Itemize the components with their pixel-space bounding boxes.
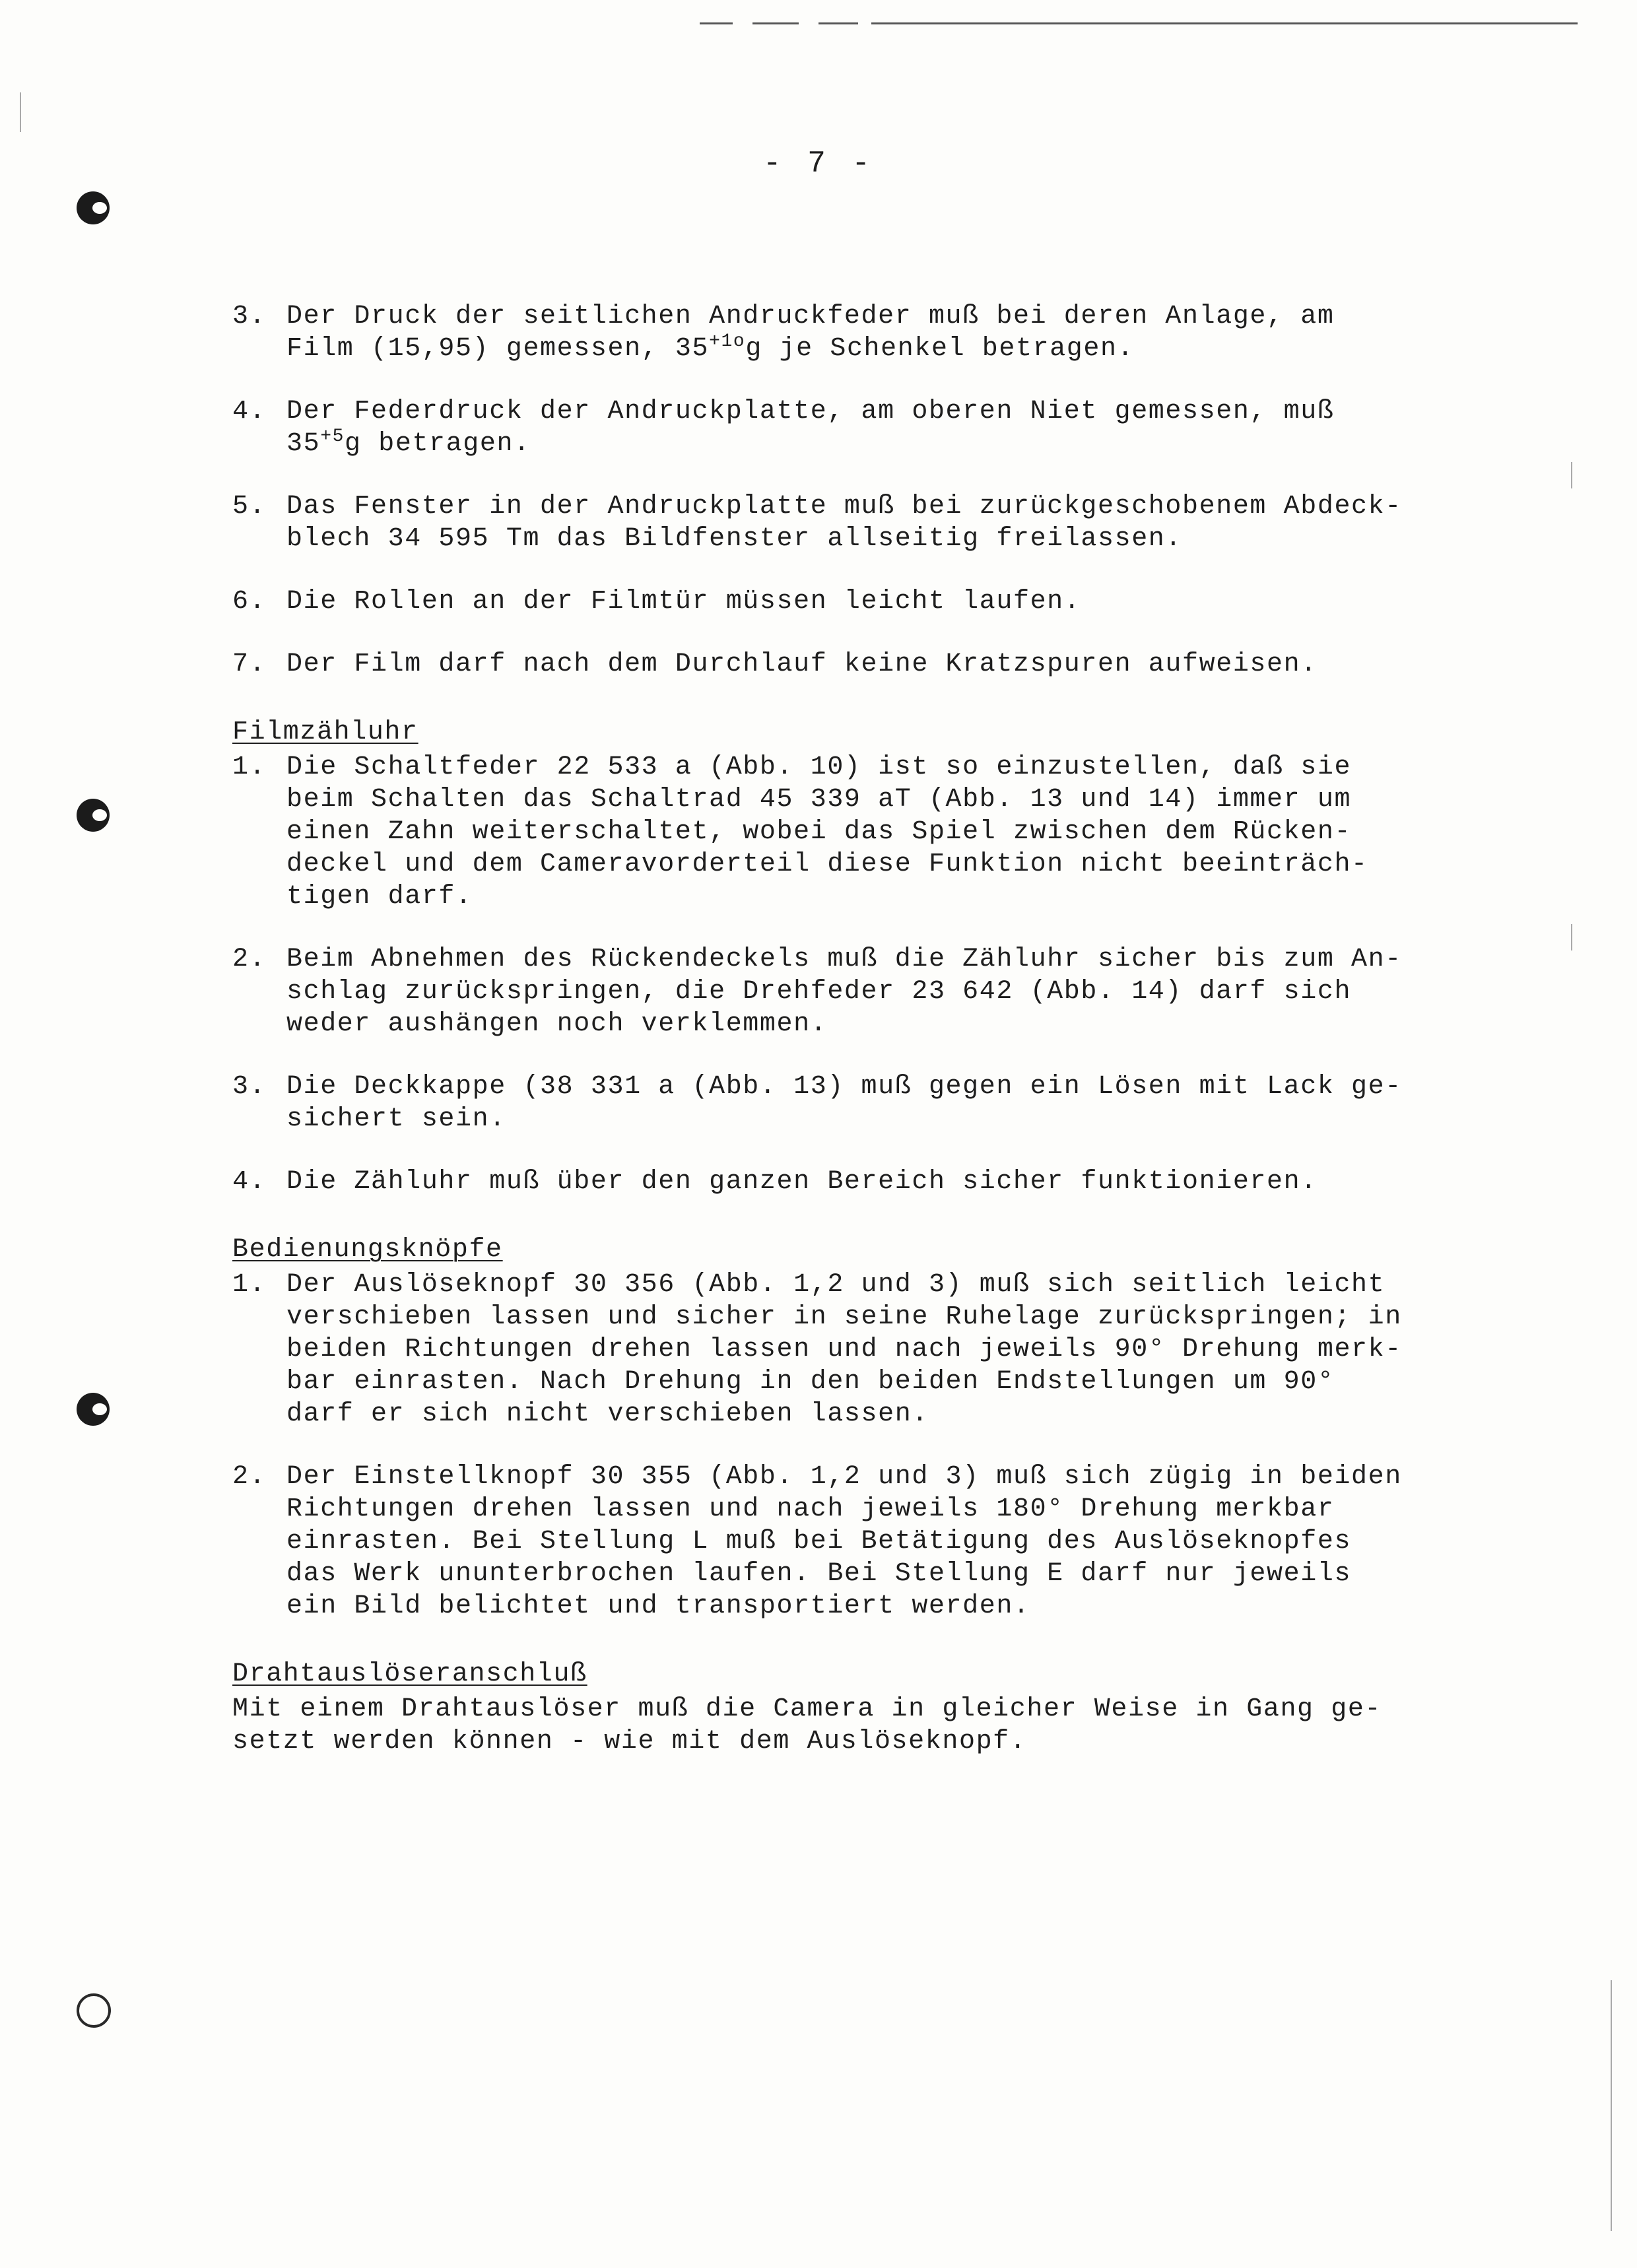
scan-edge-line	[818, 22, 858, 24]
section-heading: Bedienungsknöpfe	[232, 1235, 503, 1265]
list-item	[232, 395, 1440, 460]
section-paragraph: Mit einem Drahtauslöser muß die Camera in gleicher Weise in Gang ge- setzt werden können - wie mit dem Auslöseknopf.	[232, 1694, 1382, 1756]
item-number: 2.	[232, 1462, 267, 1492]
list-item	[232, 751, 1440, 913]
item-text: Das Fenster in der Andruckplatte muß bei zurückgeschobenem Abdeck- blech 34 595 Tm das Bildfenster allseitig freilassen.	[286, 492, 1402, 554]
item-text: Der Film darf nach dem Durchlauf keine Kratzspuren aufweisen.	[286, 650, 1318, 679]
item-number: 3.	[232, 302, 267, 331]
document-body	[232, 300, 1440, 1758]
item-number: 3.	[232, 1072, 267, 1102]
scan-margin-mark	[1611, 1980, 1612, 2231]
list-item	[232, 1166, 1440, 1198]
punch-hole	[77, 1993, 111, 2028]
item-text: Der Federdruck der Andruckplatte, am oberen Niet gemessen, muß $35^{+5}g$ betragen.	[286, 397, 1335, 459]
scan-edge-line	[700, 22, 733, 24]
list-item	[232, 300, 1440, 365]
page-number: - 7 -	[762, 147, 875, 181]
scan-margin-mark	[1571, 924, 1572, 951]
item-text: Die Deckkappe (38 331 a (Abb. 13) muß gegen ein Lösen mit Lack ge- sichert sein.	[286, 1072, 1402, 1134]
item-text: Der Druck der seitlichen Andruckfeder muß bei deren Anlage, am Film (15,95) gemessen, $35^{+1o}g$ je Schenkel betragen.	[286, 302, 1335, 364]
item-text: Der Einstellknopf 30 355 (Abb. 1,2 und 3) muß sich zügig in beiden Richtungen drehen lassen und nach jeweils 180° Drehung merkbar einrasten. Bei Stellung L muß bei Betätigung des Auslöseknopfes das Werk ununterbrochen laufen. Bei Stellung E darf nur jeweils ein Bild belichtet und transportiert werden.	[286, 1462, 1402, 1621]
item-number: 5.	[232, 492, 267, 521]
punch-hole	[77, 1393, 110, 1426]
item-number: 4.	[232, 397, 267, 426]
scan-margin-mark	[1571, 462, 1572, 488]
list-item	[232, 1461, 1440, 1622]
superscript: +5	[320, 426, 345, 447]
list-item	[232, 943, 1440, 1040]
list-item	[232, 648, 1440, 681]
superscript: +1o	[709, 331, 746, 352]
item-text: Die Schaltfeder 22 533 a (Abb. 10) ist so einzustellen, daß sie beim Schalten das Schaltrad 45 339 aT (Abb. 13 und 14) immer um einen Zahn weiterschaltet, wobei das Spiel zwischen dem Rücken- deckel und dem Cameravorderteil diese Funktion nicht beeinträch- tigen darf.	[286, 752, 1368, 912]
item-number: 4.	[232, 1167, 267, 1197]
item-text: Beim Abnehmen des Rückendeckels muß die Zähluhr sicher bis zum An- schlag zurückspringen, die Drehfeder 23 642 (Abb. 14) darf sich weder aushängen noch verklemmen.	[286, 945, 1402, 1039]
list-item	[232, 490, 1440, 555]
item-number: 1.	[232, 1270, 267, 1300]
scan-edge-line	[752, 22, 799, 24]
scan-edge-line	[871, 22, 1578, 24]
item-number: 2.	[232, 945, 267, 974]
item-text: Der Auslöseknopf 30 356 (Abb. 1,2 und 3) muß sich seitlich leicht verschieben lassen und sicher in seine Ruhelage zurückspringen; in beiden Richtungen drehen lassen und nach jeweils 90° Drehung merk- bar einrasten. Nach Drehung in den beiden Endstellungen um 90° darf er sich nicht verschieben lassen.	[286, 1270, 1402, 1429]
item-text: Die Zähluhr muß über den ganzen Bereich sicher funktionieren.	[286, 1167, 1318, 1197]
item-number: 7.	[232, 650, 267, 679]
scan-margin-mark	[20, 92, 21, 132]
section-heading: Filmzähluhr	[232, 717, 418, 747]
item-text: Die Rollen an der Filmtür müssen leicht laufen.	[286, 587, 1081, 617]
section-heading: Drahtauslöseranschluß	[232, 1659, 587, 1689]
list-item	[232, 585, 1440, 618]
list-item	[232, 1269, 1440, 1430]
item-number: 1.	[232, 752, 267, 782]
item-number: 6.	[232, 587, 267, 617]
punch-hole	[77, 191, 110, 224]
list-item	[232, 1071, 1440, 1135]
punch-hole	[77, 799, 110, 832]
